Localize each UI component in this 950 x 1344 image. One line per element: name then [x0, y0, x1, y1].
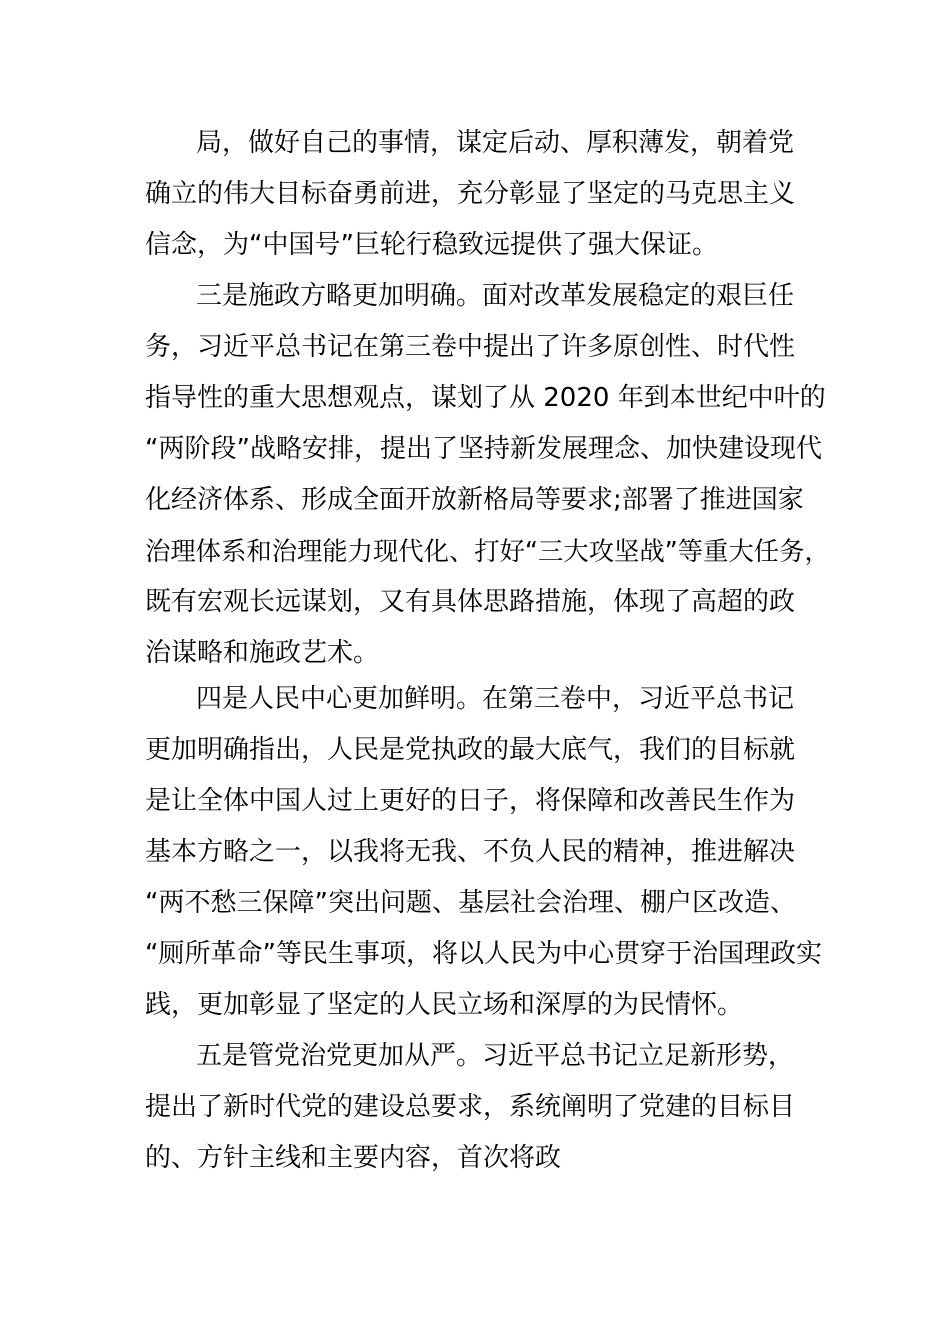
line-text: 践，更加彰显了坚定的人民立场和深厚的为民情怀。	[145, 990, 744, 1020]
line-text: 更加明确指出，人民是党执政的最大底气，我们的目标就	[145, 735, 796, 765]
line-text: 既有宏观长远谋划，又有具体思路措施，体现了高超的政	[145, 587, 796, 617]
line-text: 指导性的重大思想观点，谋划了从 2020 年到本世纪中叶的	[145, 383, 826, 413]
text-line	[0, 423, 950, 475]
text-line	[0, 219, 950, 271]
text-line	[0, 576, 950, 628]
line-text: 五是管党治党更加从严。习近平总书记立足新形势，	[196, 1041, 795, 1071]
text-line	[0, 724, 950, 776]
text-line	[0, 168, 950, 220]
line-text: 治理体系和治理能力现代化、打好“三大攻坚战”等重大任务，	[145, 536, 830, 566]
text-line	[0, 1132, 950, 1184]
text-line	[0, 928, 950, 980]
text-line	[0, 525, 950, 577]
text-line	[0, 270, 950, 322]
text-line	[0, 673, 950, 725]
line-text: “两不愁三保障”突出问题、基层社会治理、棚户区改造、	[145, 888, 796, 918]
line-text: 的、方针主线和主要内容，首次将政	[145, 1143, 562, 1173]
line-text: 信念，为“中国号”巨轮行稳致远提供了强大保证。	[145, 230, 718, 260]
line-text: “厕所革命”等民生事项，将以人民为中心贯穿于治国理政实	[145, 939, 822, 969]
line-text: 务，习近平总书记在第三卷中提出了许多原创性、时代性	[145, 332, 796, 362]
text-line	[0, 1030, 950, 1082]
line-text: 提出了新时代党的建设总要求，系统阐明了党建的目标目	[145, 1092, 796, 1122]
line-text: “两阶段”战略安排，提出了坚持新发展理念、加快建设现代	[145, 434, 822, 464]
text-line	[0, 1081, 950, 1133]
line-text: 三是施政方略更加明确。面对改革发展稳定的艰巨任	[196, 281, 795, 311]
text-line	[0, 627, 950, 679]
text-line	[0, 775, 950, 827]
line-text: 确立的伟大目标奋勇前进，充分彰显了坚定的马克思主义	[145, 179, 796, 209]
line-text: 基本方略之一，以我将无我、不负人民的精神，推进解决	[145, 837, 796, 867]
text-line	[0, 979, 950, 1031]
text-line	[0, 877, 950, 929]
line-text: 治谋略和施政艺术。	[145, 638, 380, 668]
text-line	[0, 826, 950, 878]
text-line	[0, 474, 950, 526]
line-text: 化经济体系、形成全面开放新格局等要求;部署了推进国家	[145, 485, 804, 515]
text-line	[0, 321, 950, 373]
text-line	[0, 372, 950, 424]
line-text: 四是人民中心更加鲜明。在第三卷中，习近平总书记	[196, 684, 795, 714]
line-text: 局，做好自己的事情，谋定后动、厚积薄发，朝着党	[196, 128, 795, 158]
text-line	[0, 117, 950, 169]
line-text: 是让全体中国人过上更好的日子，将保障和改善民生作为	[145, 786, 796, 816]
